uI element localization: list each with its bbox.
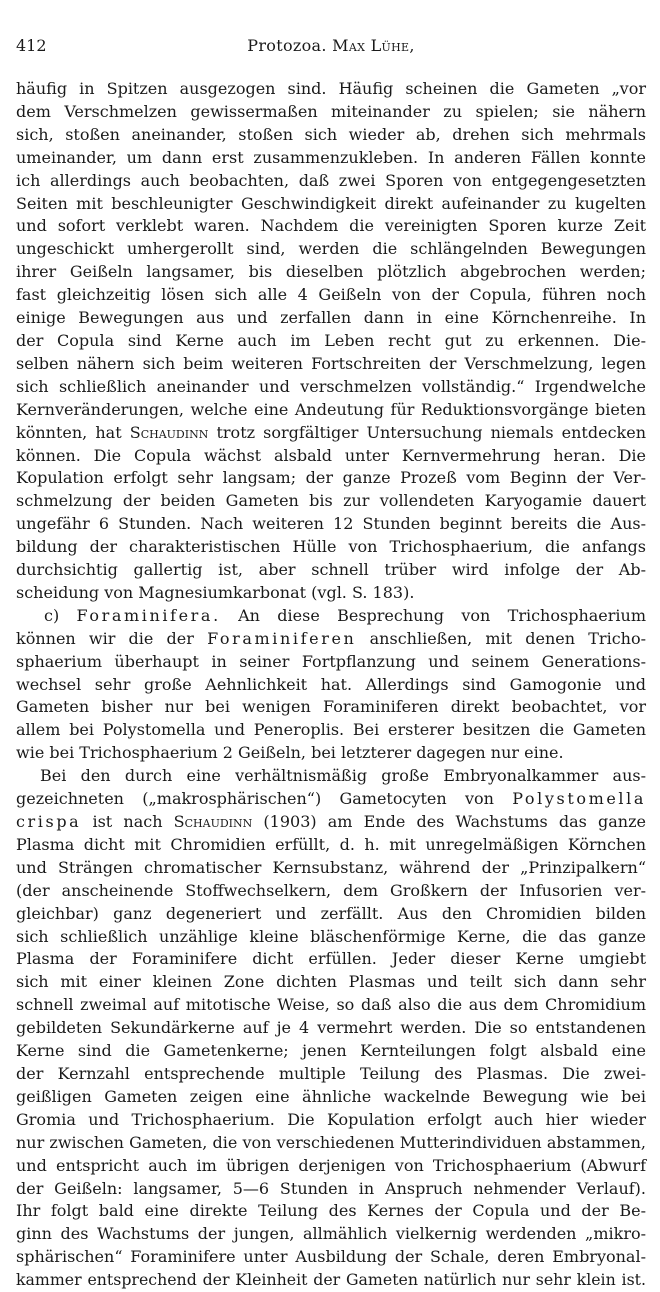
- author-reference: Schaudinn: [129, 422, 209, 442]
- text-line: wie bei Trichosphaerium 2 Geißeln, bei letzterer dagegen nur eine.: [16, 743, 564, 763]
- spaced-term: Foraminiferen: [207, 628, 357, 648]
- text-line: schmelzung der beiden Gameten bis zur vollendeten Karyogamie dauert: [16, 491, 646, 511]
- text-line: Seiten mit beschleunigter Geschwindigkeit direkt aufeinander zu kugelten: [16, 193, 646, 213]
- text-line: sich mit einer kleinen Zone dichten Plasmas und teilt sich dann sehr: [16, 972, 646, 992]
- text-line: häufig in Spitzen ausgezogen sind. Häufig scheinen die Gameten „vor: [16, 79, 646, 98]
- section-heading-line: c) Foraminifera. An diese Besprechung von Trichosphaerium: [44, 605, 646, 625]
- text-line: und entspricht auch im übrigen derjenigen von Trichosphaerium (Abwurf: [16, 1155, 646, 1175]
- text-line: bildung der charakteristischen Hülle von Trichosphaerium, die anfangs: [16, 537, 646, 557]
- text-line: einige Bewegungen aus und zerfallen dann in eine Körnchenreihe. In: [16, 308, 646, 328]
- text-line: gleichbar) ganz degeneriert und zerfällt. Aus den Chromidien bilden: [16, 903, 646, 923]
- text-line: gebildeten Sekundärkerne auf je 4 vermehrt werden. Die so entstandenen: [16, 1018, 646, 1038]
- text-line: ihrer Geißeln langsamer, bis dieselben plötzlich abgebrochen werden;: [16, 262, 646, 282]
- section-title: Protozoa.: [247, 36, 327, 55]
- text-line: Kerne sind die Gametenkerne; jenen Kernteilungen folgt alsbald eine: [16, 1041, 646, 1061]
- running-title: [76, 36, 646, 55]
- text-line: und Strängen chromatischer Kernsubstanz, während der „Prinzipalkern“: [16, 857, 646, 877]
- text-line: sich schließlich aneinander und verschmelzen vollständig.“ Irgendwelche: [16, 376, 646, 396]
- text-line: nur zwischen Gameten, die von verschiedenen Mutterindividuen abstammen,: [16, 1132, 646, 1152]
- text-line: sphärischen“ Foraminifere unter Ausbildung der Schale, deren Embryonal-: [16, 1247, 646, 1267]
- text-line: schnell zweimal auf mitotische Weise, so daß also die aus dem Chromidium: [16, 995, 646, 1015]
- text-line: umeinander, um dann erst zusammenzukleben. In anderen Fällen konnte: [16, 147, 646, 167]
- text-line: allem bei Polystomella und Peneroplis. Bei ersterer besitzen die Gameten: [16, 720, 646, 740]
- text-line: Gromia und Trichosphaerium. Die Kopulation erfolgt auch hier wieder: [16, 1109, 646, 1129]
- text-line: Plasma dicht mit Chromidien erfüllt, d. h. mit unregelmäßigen Körnchen: [16, 834, 646, 854]
- text-line: ich allerdings auch beobachten, daß zwei Sporen von entgegengesetzten: [16, 170, 646, 190]
- text-line: Plasma der Foraminifere dicht erfüllen. Jeder dieser Kerne umgiebt: [16, 949, 646, 969]
- text-line: selben nähern sich beim weiteren Fortschreiten der Verschmelzung, legen: [16, 353, 646, 373]
- running-head: [16, 36, 646, 66]
- author-reference: Schaudinn: [173, 812, 253, 831]
- text-line: könnten, hat Schaudinn trotz sorgfältiger Untersuchung niemals entdecken: [16, 422, 646, 442]
- text-line: (der anscheinende Stoffwechselkern, dem Großkern der Infusorien ver-: [16, 880, 646, 900]
- text-line: Kernveränderungen, welche eine Andeutung für Reduktionsvorgänge bieten: [16, 399, 646, 419]
- text-line: geißligen Gameten zeigen eine ähnliche wackelnde Bewegung wie bei: [16, 1086, 646, 1106]
- text-line: können. Die Copula wächst alsbald unter Kernvermehrung heran. Die: [16, 445, 646, 465]
- text-line: dem Verschmelzen gewissermaßen miteinander zu spielen; sie nähern: [16, 101, 646, 121]
- text-line: der Copula sind Kerne auch im Leben recht gut zu erkennen. Die-: [16, 330, 646, 350]
- text-line: sphaerium überhaupt in seiner Fortpflanzung und seinem Generations-: [16, 651, 646, 671]
- text-line: ungefähr 6 Stunden. Nach weiteren 12 Stunden beginnt bereits die Aus-: [16, 514, 646, 534]
- text-line: Bei den durch eine verhältnismäßig große Embryonalkammer aus-: [40, 766, 646, 786]
- text-line: durchsichtig gallertig ist, aber schnell trüber wird infolge der Ab-: [16, 560, 646, 580]
- text-line: Ihr folgt bald eine direkte Teilung des Kernes der Copula und der Be-: [16, 1201, 646, 1221]
- text-line: fast gleichzeitig lösen sich alle 4 Geißeln von der Copula, führen noch: [16, 285, 646, 305]
- section-heading: Foraminifera.: [76, 605, 221, 625]
- text-line: der Kernzahl entsprechende multiple Teilung des Plasmas. Die zwei-: [16, 1063, 646, 1083]
- text-line: Gameten bisher nur bei wenigen Foraminiferen direkt beobachtet, vor: [16, 697, 646, 717]
- text-line: und sofort verklebt waren. Nachdem die vereinigten Sporen kurze Zeit: [16, 216, 646, 236]
- page-number: 412: [16, 36, 47, 55]
- text-line: wechsel sehr große Aehnlichkeit hat. Allerdings sind Gamogonie und: [16, 674, 646, 694]
- text-line: ginn des Wachstums der jungen, allmählich vielkernig werdenden „mikro-: [16, 1224, 646, 1244]
- text-line: scheidung von Magnesiumkarbonat (vgl. S. 183).: [16, 582, 415, 602]
- text-line: kammer entsprechend der Kleinheit der Gameten natürlich nur sehr klein ist.: [16, 1270, 646, 1290]
- text-line: ungeschickt umhergerollt sind, werden die schlängelnden Bewegungen: [16, 239, 646, 259]
- text-line: crispa ist nach Schaudinn (1903) am Ende des Wachstums das ganze: [16, 812, 647, 831]
- text-line: gezeichneten („makrosphärischen“) Gametocyten von Polystomella: [16, 789, 646, 809]
- spaced-term: Polystomella: [512, 789, 646, 809]
- text-line: sich, stoßen aneinander, stoßen sich wieder ab, drehen sich mehrmals: [16, 124, 646, 144]
- text-line: der Geißeln: langsamer, 5—6 Stunden in Anspruch nehmender Verlauf).: [16, 1178, 646, 1198]
- text-line: Kopulation erfolgt sehr langsam; der ganze Prozeß vom Beginn der Ver-: [16, 468, 646, 488]
- body-text: [16, 78, 646, 1292]
- author-name: Max Lühe,: [332, 36, 415, 55]
- spaced-term: crispa: [16, 812, 82, 831]
- text-line: können wir die der Foraminiferen anschließen, mit denen Tricho-: [16, 628, 646, 648]
- text-line: sich schließlich unzählige kleine bläschenförmige Kerne, die das ganze: [16, 926, 646, 946]
